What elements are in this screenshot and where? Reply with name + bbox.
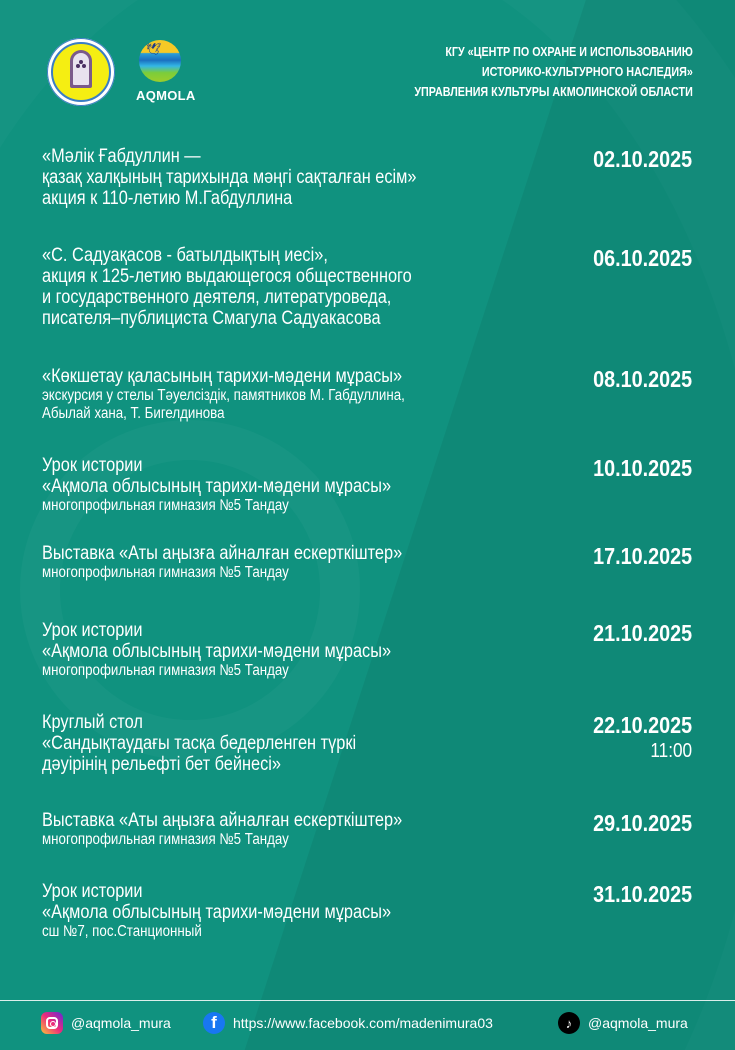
tiktok-icon: ♪ (558, 1012, 580, 1034)
footer-socials (0, 1012, 735, 1042)
event-title: Урок истории (42, 881, 143, 902)
event-subtitle: сш №7, пос.Станционный (42, 923, 202, 940)
event-when (577, 146, 692, 172)
event-title: «Көкшетау қаласының тарихи-мәдени мұрасы» (42, 366, 403, 387)
event-when (577, 810, 692, 836)
instagram-link[interactable] (41, 1012, 171, 1034)
event-title: қазақ халқының тарихында мәңгі сақталған есім» (42, 167, 417, 188)
facebook-icon: f (203, 1012, 225, 1034)
event-subtitle: многопрофильная гимназия №5 Тандау (42, 662, 289, 679)
header (0, 0, 735, 130)
instagram-icon (41, 1012, 63, 1034)
organization-name (415, 42, 693, 102)
logo-dot (82, 64, 86, 68)
event-title: Выставка «Аты аңызға айналған ескерткіштер» (42, 810, 403, 831)
logo-arch (70, 50, 92, 88)
event-when (577, 881, 692, 907)
event-title: «Мәлік Ғабдуллин — (42, 146, 201, 167)
bird-icon: 🕊 (146, 42, 162, 56)
event-date: 22.10.2025 (592, 712, 692, 738)
heritage-center-logo-icon (47, 38, 115, 106)
event-description (42, 146, 562, 209)
aqmola-logo (136, 40, 196, 106)
event-title: акция к 110-летию М.Габдуллина (42, 188, 293, 209)
event-date: 17.10.2025 (592, 543, 692, 569)
event-subtitle: многопрофильная гимназия №5 Тандау (42, 564, 289, 581)
event-title: и государственного деятеля, литературоведа, (42, 287, 392, 308)
event-subtitle: многопрофильная гимназия №5 Тандау (42, 831, 289, 848)
org-line: ИСТОРИКО-КУЛЬТУРНОГО НАСЛЕДИЯ» (482, 65, 693, 79)
event-description (42, 245, 562, 329)
tiktok-handle: @aqmola_mura (588, 1015, 688, 1031)
event-date: 29.10.2025 (592, 810, 692, 836)
org-line: КГУ «ЦЕНТР ПО ОХРАНЕ И ИСПОЛЬЗОВАНИЮ (445, 45, 693, 59)
event-title: Урок истории (42, 455, 143, 476)
event-subtitle: Абылай хана, Т. Бигелдинова (42, 405, 225, 422)
org-line: УПРАВЛЕНИЯ КУЛЬТУРЫ АКМОЛИНСКОЙ ОБЛАСТИ (414, 85, 693, 99)
event-subtitle: многопрофильная гимназия №5 Тандау (42, 497, 289, 514)
event-date: 08.10.2025 (592, 366, 692, 392)
event-date: 31.10.2025 (592, 881, 692, 907)
event-description (42, 543, 562, 582)
event-description (42, 455, 562, 515)
event-description (42, 712, 562, 775)
tiktok-link[interactable] (558, 1012, 688, 1034)
event-date: 02.10.2025 (592, 146, 692, 172)
event-title: «Сандықтаудағы тасқа бедерленген түркі (42, 733, 357, 754)
event-title: Круглый стол (42, 712, 143, 733)
event-date: 10.10.2025 (592, 455, 692, 481)
event-date: 06.10.2025 (592, 245, 692, 271)
footer-divider (0, 1000, 735, 1001)
event-description (42, 366, 562, 423)
event-title: «Ақмола облысының тарихи-мәдени мұрасы» (42, 641, 392, 662)
event-title: дәуірінің рельефті бет бейнесі» (42, 754, 281, 775)
facebook-link[interactable] (203, 1012, 493, 1034)
event-title: акция к 125-летию выдающегося общественного (42, 266, 412, 287)
event-date: 21.10.2025 (592, 620, 692, 646)
event-title: Выставка «Аты аңызға айналған ескерткіштер» (42, 543, 403, 564)
event-when (577, 543, 692, 569)
event-when (577, 245, 692, 271)
event-when (577, 712, 692, 764)
event-title: писателя–публициста Смагула Садуакасова (42, 308, 381, 329)
event-description (42, 620, 562, 680)
event-when (577, 620, 692, 646)
event-subtitle: экскурсия у стелы Тәуелсіздік, памятников М. Габдуллина, (42, 387, 405, 404)
instagram-handle: @aqmola_mura (71, 1015, 171, 1031)
event-title: «С. Садуақасов - батылдықтың иесі», (42, 245, 328, 266)
facebook-url: https://www.facebook.com/madenimura03 (233, 1015, 493, 1031)
event-when (577, 366, 692, 392)
event-title: «Ақмола облысының тарихи-мәдени мұрасы» (42, 476, 392, 497)
event-description (42, 810, 562, 849)
event-description (42, 881, 562, 941)
aqmola-wordmark: AQMOLA (136, 88, 196, 103)
logo-dot (76, 64, 80, 68)
event-title: Урок истории (42, 620, 143, 641)
logo-arch-inner (73, 53, 89, 85)
event-title: «Ақмола облысының тарихи-мәдени мұрасы» (42, 902, 392, 923)
event-when (577, 455, 692, 481)
event-time: 11:00 (650, 740, 692, 762)
